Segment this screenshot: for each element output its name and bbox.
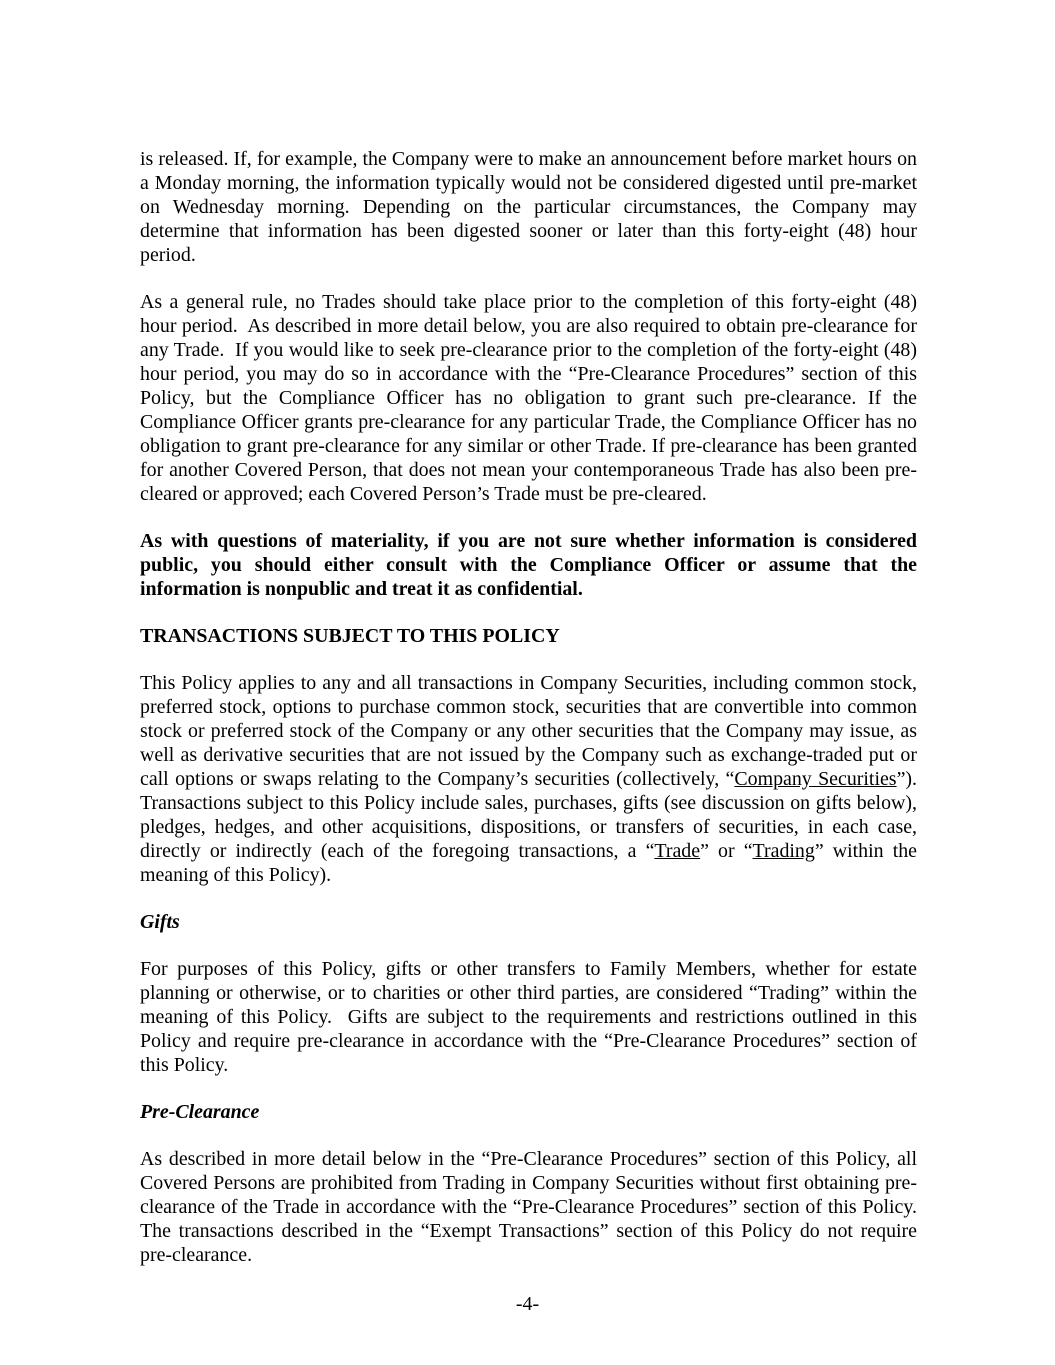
paragraph-general-rule-preclearance: As a general rule, no Trades should take place prior to the completion of this forty-eight (48) hour period. As described in more detail below, you are also required to obtain pre-clearance for any Trade. If you would like to seek pre-clearance prior to the completion of the forty-eight (48) hour period, you may do so in accordance with the “Pre-Clearance Procedures” section of this Policy, but the Compliance Officer has no obligation to grant such pre-clearance. If the Compliance Officer grants pre-clearance for any particular Trade, the Compliance Officer has no obligation to grant pre-clearance for any similar or other Trade. If pre-clearance has been granted for another Covered Person, that does not mean your contemporaneous Trade has also been pre-cleared or approved; each Covered Person’s Trade must be pre-cleared. xyxy=(140,291,922,505)
heading-gifts: Gifts xyxy=(140,911,180,933)
paragraph-materiality-notice: As with questions of materiality, if you are not sure whether information is considered public, you should either consult with the Compliance Officer or assume that the information is nonpublic and treat it as confidential. xyxy=(140,530,922,600)
paragraph-policy-scope xyxy=(140,671,922,887)
defined-term-trade: Trade xyxy=(654,840,701,862)
policy-scope-run: ”). Transactions subject to this Policy include sales, purchases, gifts (see discussion on gifts below), pledges, hedges, and other acquisitions, dispositions, or transfers of securities, in each case, directly or indirectly (each of the foregoing transactions, a “ xyxy=(140,768,922,862)
paragraph-pre-clearance: As described in more detail below in the “Pre-Clearance Procedures” section of this Policy, all Covered Persons are prohibited from Trading in Company Securities without first obtaining pre-clearance of the Trade in accordance with the “Pre-Clearance Procedures” section of this Policy. The transactions described in the “Exempt Transactions” section of this Policy do not require pre-clearance. xyxy=(140,1148,927,1266)
heading-pre-clearance: Pre-Clearance xyxy=(140,1101,260,1123)
policy-scope-run: ” within the meaning of this Policy). xyxy=(140,840,922,886)
document-body xyxy=(140,147,927,1290)
defined-term-trading: Trading xyxy=(752,840,815,862)
paragraph-information-released: is released. If, for example, the Company were to make an announcement before market hours on a Monday morning, the information typically would not be considered digested until pre-market on Wednesday morning. Depending on the particular circumstances, the Company may determine that information has been digested sooner or later than this forty-eight (48) hour period. xyxy=(140,148,922,266)
page-number: -4- xyxy=(515,1293,540,1315)
policy-scope-run: This Policy applies to any and all transactions in Company Securities, including common stock, preferred stock, options to purchase common stock, securities that are convertible into common stock or preferred stock of the Company or any other securities that the Company may issue, as well as derivative securities that are not issued by the Company such as exchange-traded put or call options or swaps relating to the Company’s securities (collectively, “ xyxy=(140,672,922,790)
paragraph-gifts: For purposes of this Policy, gifts or other transfers to Family Members, whether for estate planning or otherwise, or to charities or other third parties, are considered “Trading” within the meaning of this Policy. Gifts are subject to the requirements and restrictions outlined in this Policy and require pre-clearance in accordance with the “Pre-Clearance Procedures” section of this Policy. xyxy=(140,958,922,1076)
heading-transactions-subject-to-policy: TRANSACTIONS SUBJECT TO THIS POLICY xyxy=(140,625,560,647)
policy-scope-run: ” or “ xyxy=(700,840,753,862)
defined-term-company-securities: Company Securities xyxy=(734,768,897,790)
